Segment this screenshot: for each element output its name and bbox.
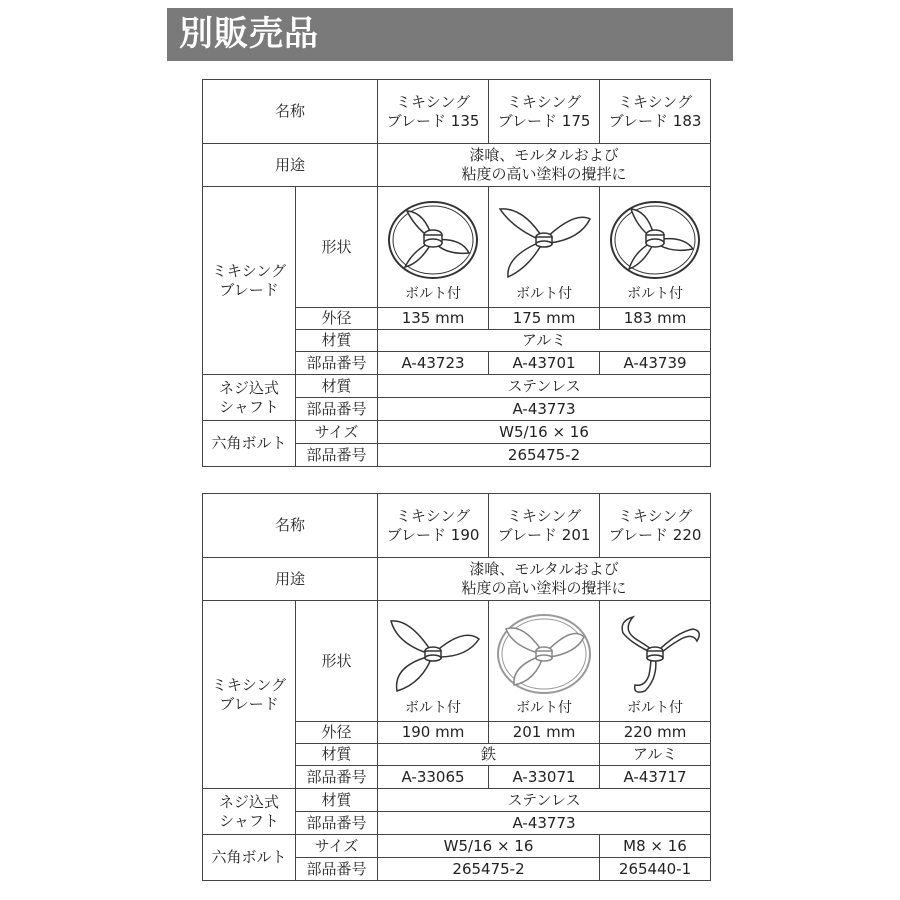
shape-caption: ボルト付 — [516, 699, 573, 716]
shape-label: 形状 — [296, 187, 378, 308]
use-label: 用途 — [203, 144, 378, 187]
bolt-group-label: 六角ボルト — [203, 421, 296, 467]
section-title: 別販売品 — [179, 14, 319, 54]
shaft-group-label: ネジ込式 シャフト — [203, 375, 296, 421]
shaft-material-value: ステンレス — [378, 789, 711, 812]
part-number-label: 部品番号 — [296, 766, 378, 789]
part-number-value: A-33071 — [489, 766, 600, 789]
shape-cell — [600, 601, 711, 722]
ring-propeller-blade-icon — [494, 611, 594, 697]
shape-cell — [378, 187, 489, 308]
outer-diameter-value: 220 mm — [600, 722, 711, 744]
ring-blade-icon — [607, 197, 703, 283]
part-number-value: A-43739 — [600, 352, 711, 375]
material-label: 材質 — [296, 744, 378, 766]
bolt-group-label: 六角ボルト — [203, 835, 296, 881]
bolt-size-label: サイズ — [296, 421, 378, 444]
propeller-blade-icon — [383, 611, 483, 697]
blade-group-label: ミキシング ブレード — [203, 601, 296, 789]
shape-cell — [489, 187, 600, 308]
shape-caption: ボルト付 — [516, 285, 573, 302]
shaft-part-value: A-43773 — [378, 398, 711, 421]
part-number-label: 部品番号 — [296, 352, 378, 375]
bolt-part-label: 部品番号 — [296, 444, 378, 467]
bolt-size-label: サイズ — [296, 835, 378, 858]
shape-cell — [378, 601, 489, 722]
bolt-part-value: 265475-2 — [378, 858, 600, 881]
part-number-value: A-43717 — [600, 766, 711, 789]
name-label: 名称 — [203, 494, 378, 558]
bolt-size-value: M8 × 16 — [600, 835, 711, 858]
material-value: 鉄 — [378, 744, 600, 766]
curved-blade-icon — [605, 611, 705, 697]
bolt-part-value: 265440-1 — [600, 858, 711, 881]
outer-diameter-value: 183 mm — [600, 308, 711, 330]
shape-cell — [489, 601, 600, 722]
outer-diameter-value: 135 mm — [378, 308, 489, 330]
outer-diameter-label: 外径 — [296, 722, 378, 744]
bolt-size-value: W5/16 × 16 — [378, 835, 600, 858]
accessory-table-1 — [202, 79, 711, 467]
bolt-part-value: 265475-2 — [378, 444, 711, 467]
bolt-size-value: W5/16 × 16 — [378, 421, 711, 444]
shaft-part-label: 部品番号 — [296, 398, 378, 421]
part-number-value: A-33065 — [378, 766, 489, 789]
shaft-group-label: ネジ込式 シャフト — [203, 789, 296, 835]
section-banner — [167, 8, 733, 61]
outer-diameter-label: 外径 — [296, 308, 378, 330]
ring-blade-icon — [385, 197, 481, 283]
shape-caption: ボルト付 — [627, 699, 684, 716]
accessory-table-2 — [202, 493, 711, 881]
product-name: ミキシング ブレード 190 — [378, 494, 489, 558]
shaft-material-value: ステンレス — [378, 375, 711, 398]
use-value: 漆喰、モルタルおよび 粘度の高い塗料の攪拌に — [378, 558, 711, 601]
shaft-part-value: A-43773 — [378, 812, 711, 835]
shape-caption: ボルト付 — [627, 285, 684, 302]
shape-label: 形状 — [296, 601, 378, 722]
shape-caption: ボルト付 — [405, 285, 462, 302]
propeller-blade-icon — [494, 197, 594, 283]
shaft-part-label: 部品番号 — [296, 812, 378, 835]
bolt-part-label: 部品番号 — [296, 858, 378, 881]
name-label: 名称 — [203, 80, 378, 144]
outer-diameter-value: 175 mm — [489, 308, 600, 330]
shaft-material-label: 材質 — [296, 789, 378, 812]
material-label: 材質 — [296, 330, 378, 352]
use-label: 用途 — [203, 558, 378, 601]
shaft-material-label: 材質 — [296, 375, 378, 398]
material-value: アルミ — [600, 744, 711, 766]
use-value: 漆喰、モルタルおよび 粘度の高い塗料の攪拌に — [378, 144, 711, 187]
material-value: アルミ — [378, 330, 711, 352]
product-name: ミキシング ブレード 220 — [600, 494, 711, 558]
part-number-value: A-43723 — [378, 352, 489, 375]
outer-diameter-value: 201 mm — [489, 722, 600, 744]
product-name: ミキシング ブレード 135 — [378, 80, 489, 144]
product-name: ミキシング ブレード 175 — [489, 80, 600, 144]
outer-diameter-value: 190 mm — [378, 722, 489, 744]
product-name: ミキシング ブレード 201 — [489, 494, 600, 558]
product-name: ミキシング ブレード 183 — [600, 80, 711, 144]
part-number-value: A-43701 — [489, 352, 600, 375]
shape-cell — [600, 187, 711, 308]
shape-caption: ボルト付 — [405, 699, 462, 716]
blade-group-label: ミキシング ブレード — [203, 187, 296, 375]
